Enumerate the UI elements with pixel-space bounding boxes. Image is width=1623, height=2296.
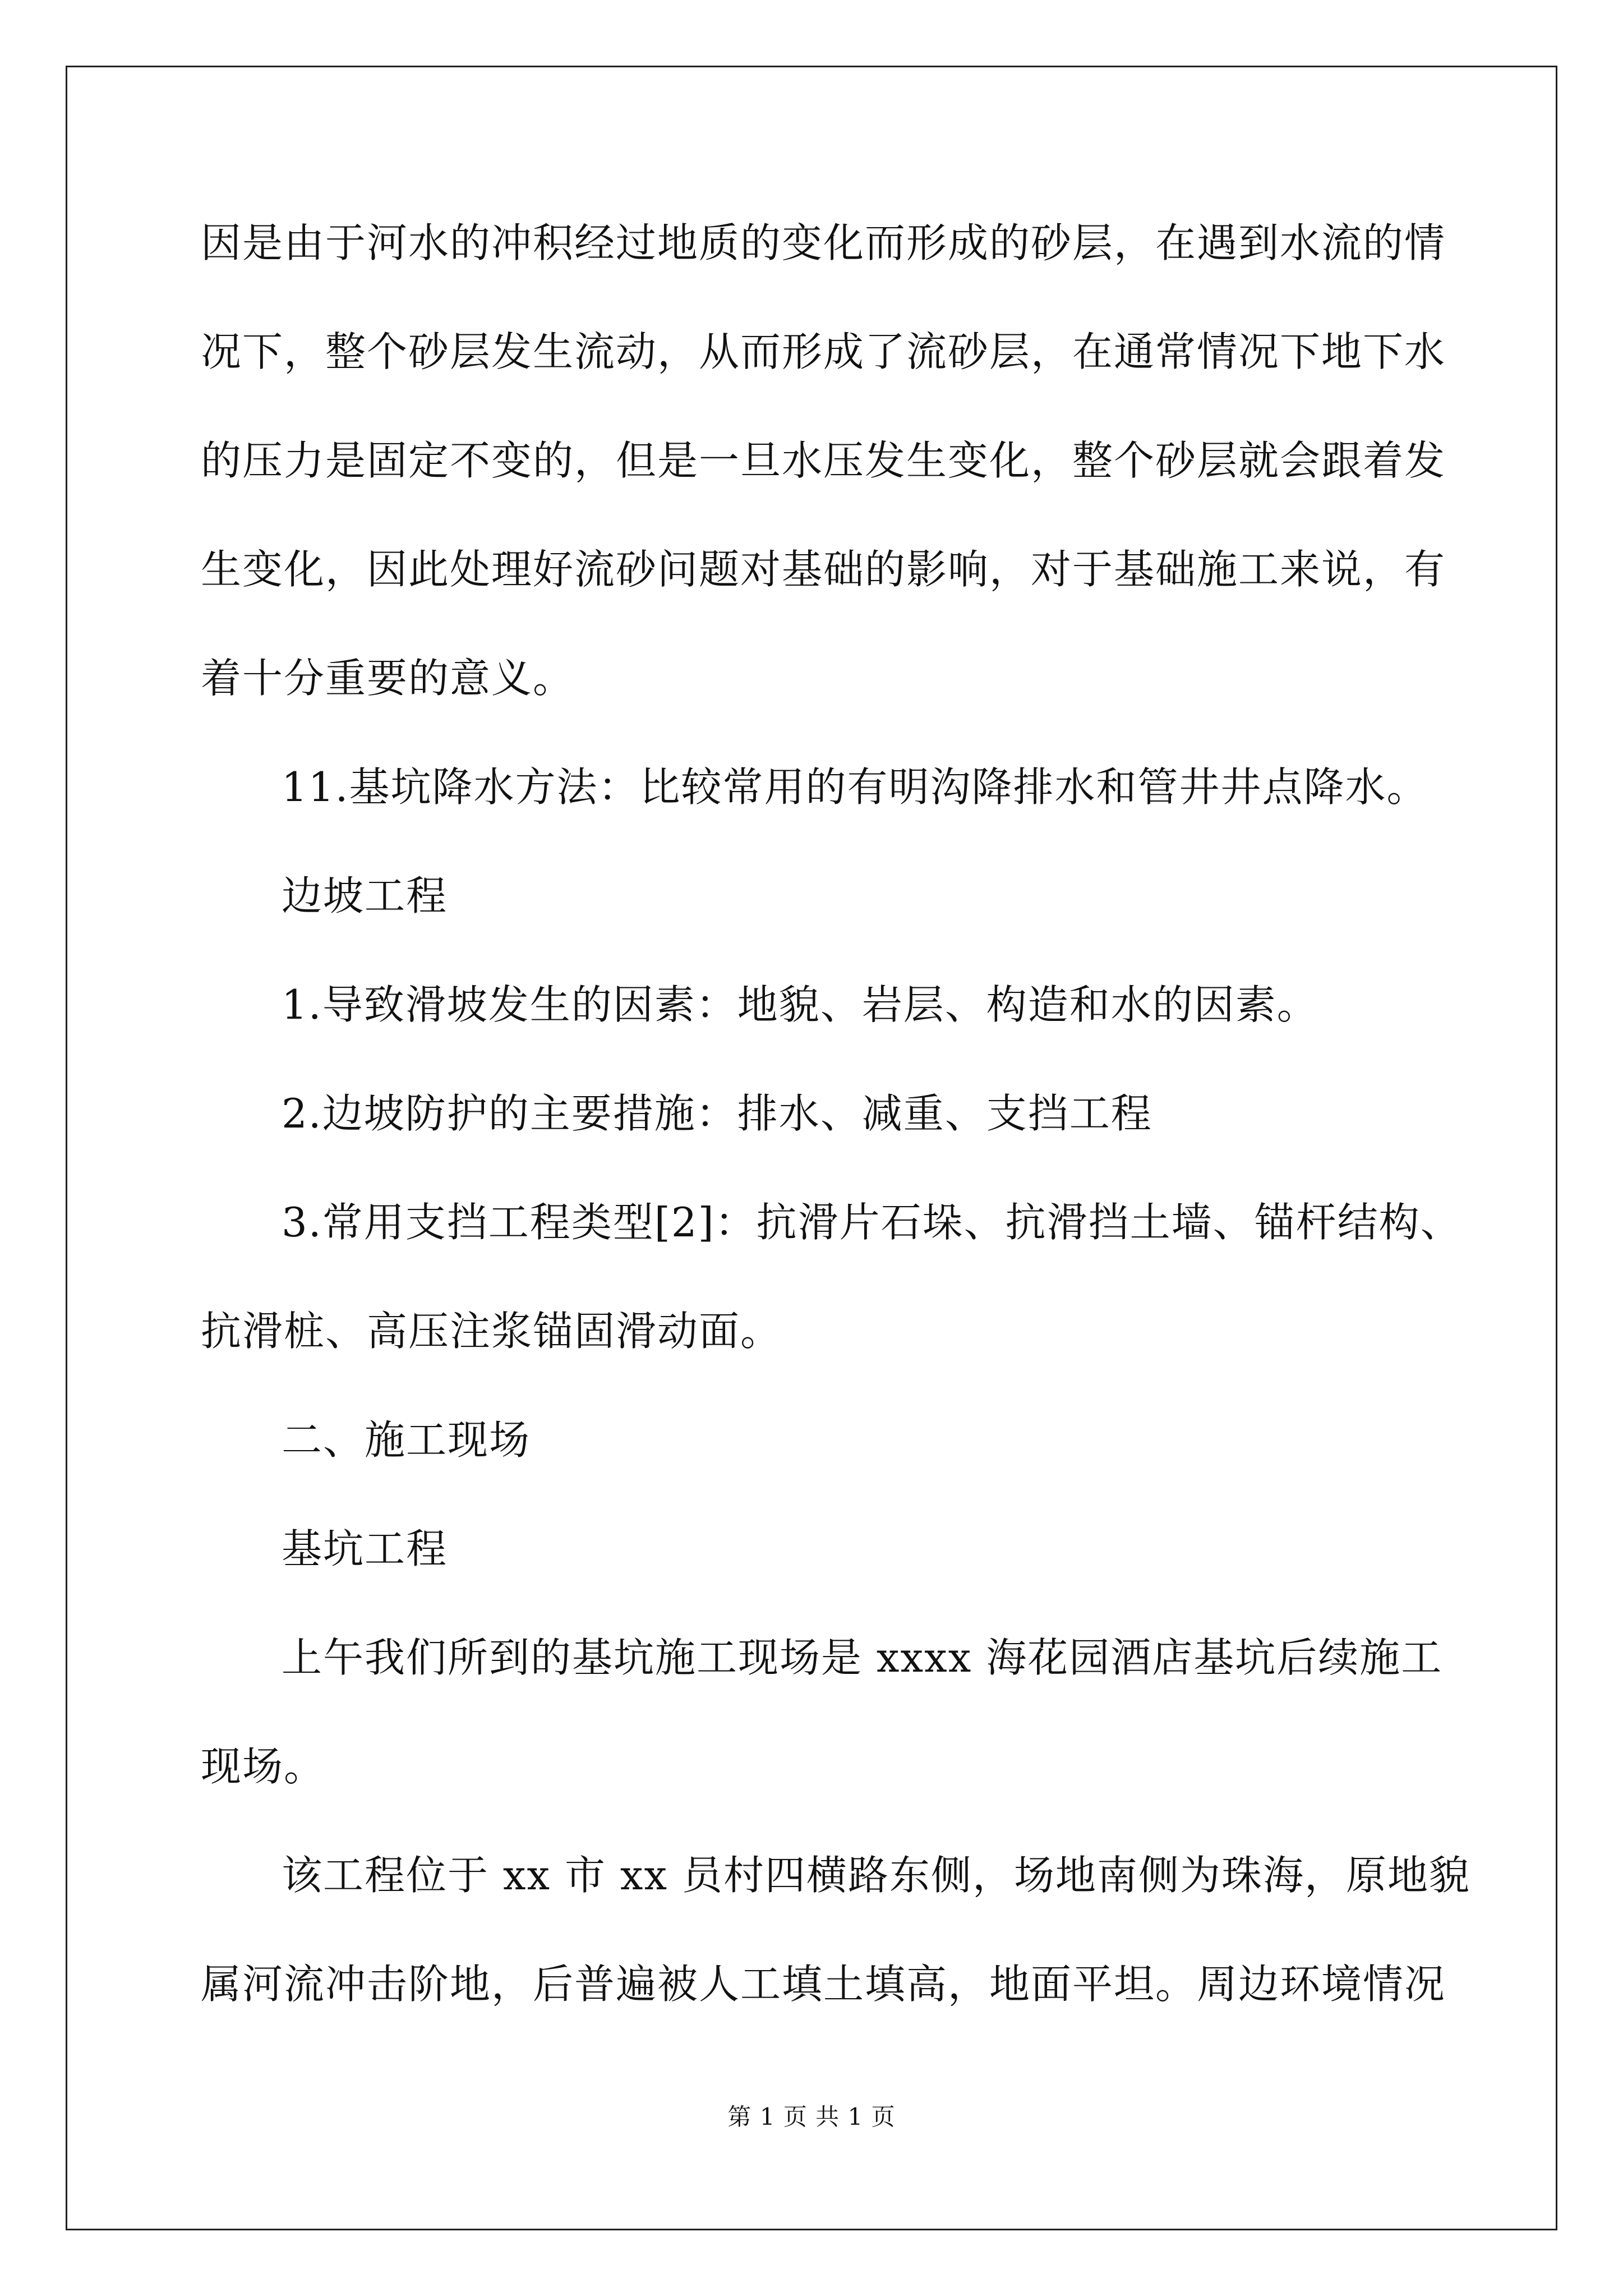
list-item-landslide-factors: 1.导致滑坡发生的因素：地貌、岩层、构造和水的因素。 — [282, 981, 1318, 1028]
paragraph-line: 的压力是固定不变的，但是一旦水压发生变化，整个砂层就会跟着发 — [201, 437, 1446, 484]
paragraph-line: 因是由于河水的冲积经过地质的变化而形成的砂层，在遇到水流的情 — [201, 219, 1446, 266]
list-item-dewatering: 11.基坑降水方法：比较常用的有明沟降排水和管井井点降水。 — [282, 763, 1428, 811]
paragraph-line: 况下，整个砂层发生流动，从而形成了流砂层，在通常情况下地下水 — [201, 328, 1446, 375]
paragraph-line: 该工程位于 xx 市 xx 员村四横路东侧，场地南侧为珠海，原地貌 — [282, 1852, 1470, 1899]
paragraph-line: 上午我们所到的基坑施工现场是 xxxx 海花园酒店基坑后续施工 — [282, 1634, 1443, 1681]
section-heading-site: 二、施工现场 — [282, 1416, 531, 1464]
list-item-retaining-types: 3.常用支挡工程类型[2]：抗滑片石垛、抗滑挡土墙、锚杆结构、 — [282, 1199, 1462, 1246]
paragraph-line: 现场。 — [201, 1743, 326, 1790]
section-heading-slope: 边坡工程 — [282, 872, 448, 919]
paragraph-line: 生变化，因此处理好流砂问题对基础的影响，对于基础施工来说，有 — [201, 546, 1446, 593]
list-item-slope-protection: 2.边坡防护的主要措施：排水、减重、支挡工程 — [282, 1090, 1152, 1137]
page-border — [66, 66, 1557, 2230]
paragraph-line: 属河流冲击阶地，后普遍被人工填土填高，地面平坦。周边环境情况 — [201, 1961, 1446, 2008]
paragraph-line: 抗滑桩、高压注浆锚固滑动面。 — [201, 1308, 782, 1355]
section-heading-foundation-pit: 基坑工程 — [282, 1525, 448, 1572]
paragraph-line: 着十分重要的意义。 — [201, 655, 575, 702]
page-footer: 第 1 页 共 1 页 — [727, 2103, 896, 2131]
